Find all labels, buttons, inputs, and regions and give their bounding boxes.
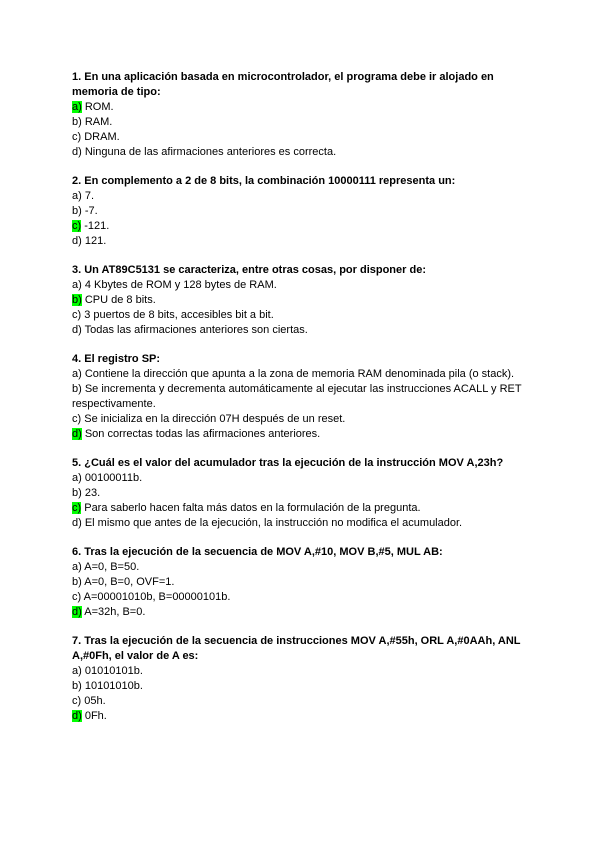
option-text: A=00001010b, B=00000101b. [81,591,231,603]
option-text: A=0, B=0, OVF=1. [81,576,175,588]
option-letter: b) [72,680,82,692]
option-a [72,471,542,486]
option-text: A=32h, B=0. [81,606,146,618]
option-c [72,694,542,709]
option-letter: b) [72,116,82,128]
option-letter: b) [72,383,82,395]
question-text: 4. El registro SP: [72,353,161,365]
option-text: 05h. [81,695,106,707]
question-text: 7. Tras la ejecución de la secuencia de instrucciones MOV A,#55h, ORL A,#0AAh, ANL A,#0Fh, el valor de A es: [72,635,521,662]
question-1 [72,70,542,160]
option-letter: c) [72,591,82,603]
option-d [72,234,542,249]
option-letter: c) [72,695,82,707]
option-c [72,501,542,516]
question-3 [72,263,542,338]
question-2 [72,174,542,249]
option-a [72,189,542,204]
option-a [72,100,542,115]
question-text: 3. Un AT89C5131 se caracteriza, entre otras cosas, por disponer de: [72,264,426,276]
option-letter: d) [72,146,82,158]
option-letter: d) [72,710,82,722]
option-text: RAM. [81,116,113,128]
option-text: 0Fh. [81,710,107,722]
option-c [72,412,542,427]
option-a [72,664,542,679]
option-b [72,293,542,308]
question-7 [72,634,542,724]
option-text: DRAM. [81,131,120,143]
option-d [72,323,542,338]
option-c [72,308,542,323]
option-text: Todas las afirmaciones anteriores son ciertas. [81,324,308,336]
option-letter: c) [72,413,82,425]
option-letter: d) [72,235,82,247]
question-text: 6. Tras la ejecución de la secuencia de MOV A,#10, MOV B,#5, MUL AB: [72,546,443,558]
option-text: Son correctas todas las afirmaciones anteriores. [81,428,321,440]
option-letter: b) [72,294,82,306]
option-letter: b) [72,576,82,588]
option-text: 121. [81,235,107,247]
option-d [72,145,542,160]
option-letter: a) [72,665,82,677]
option-b [72,575,542,590]
option-text: Ninguna de las afirmaciones anteriores es correcta. [81,146,337,158]
question-4 [72,352,542,442]
question-6 [72,545,542,620]
option-a [72,560,542,575]
option-letter: a) [72,279,82,291]
option-d [72,516,542,531]
option-text: 23. [81,487,101,499]
option-a [72,278,542,293]
option-d [72,709,542,724]
question-text: 2. En complemento a 2 de 8 bits, la combinación 10000111 representa un: [72,175,456,187]
option-letter: c) [72,502,82,514]
question-text: 1. En una aplicación basada en microcontrolador, el programa debe ir alojado en memoria de tipo: [72,71,494,98]
option-letter: b) [72,487,82,499]
option-text: 00100011b. [81,472,143,484]
option-letter: a) [72,190,82,202]
option-text: El mismo que antes de la ejecución, la instrucción no modifica el acumulador. [81,517,463,529]
option-letter: d) [72,517,82,529]
option-letter: d) [72,606,82,618]
option-text: CPU de 8 bits. [81,294,156,306]
option-b [72,115,542,130]
option-d [72,605,542,620]
option-c [72,130,542,145]
option-letter: d) [72,324,82,336]
option-text: 10101010b. [81,680,143,692]
option-text: 3 puertos de 8 bits, accesibles bit a bit. [81,309,274,321]
quiz-content [72,70,542,738]
option-letter: a) [72,368,82,380]
option-text: Se inicializa en la dirección 07H después de un reset. [81,413,346,425]
question-5 [72,456,542,531]
option-text: -7. [81,205,98,217]
option-c [72,590,542,605]
option-text: Para saberlo hacen falta más datos en la formulación de la pregunta. [81,502,421,514]
option-c [72,219,542,234]
option-b [72,486,542,501]
option-letter: a) [72,472,82,484]
option-letter: c) [72,309,82,321]
option-b [72,679,542,694]
option-letter: d) [72,428,82,440]
option-a [72,367,542,382]
option-text: 01010101b. [81,665,143,677]
option-letter: b) [72,205,82,217]
option-text: Se incrementa y decrementa automáticamente al ejecutar las instrucciones ACALL y RET respectivamente. [72,383,522,410]
option-text: 4 Kbytes de ROM y 128 bytes de RAM. [81,279,277,291]
question-text: 5. ¿Cuál es el valor del acumulador tras la ejecución de la instrucción MOV A,23h? [72,457,504,469]
option-d [72,427,542,442]
option-b [72,382,542,412]
option-letter: c) [72,131,82,143]
option-text: A=0, B=50. [81,561,140,573]
option-letter: a) [72,101,82,113]
option-text: 7. [81,190,95,202]
option-b [72,204,542,219]
option-text: Contiene la dirección que apunta a la zona de memoria RAM denominada pila (o stack). [81,368,515,380]
option-text: -121. [81,220,110,232]
option-text: ROM. [81,101,114,113]
option-letter: c) [72,220,82,232]
option-letter: a) [72,561,82,573]
